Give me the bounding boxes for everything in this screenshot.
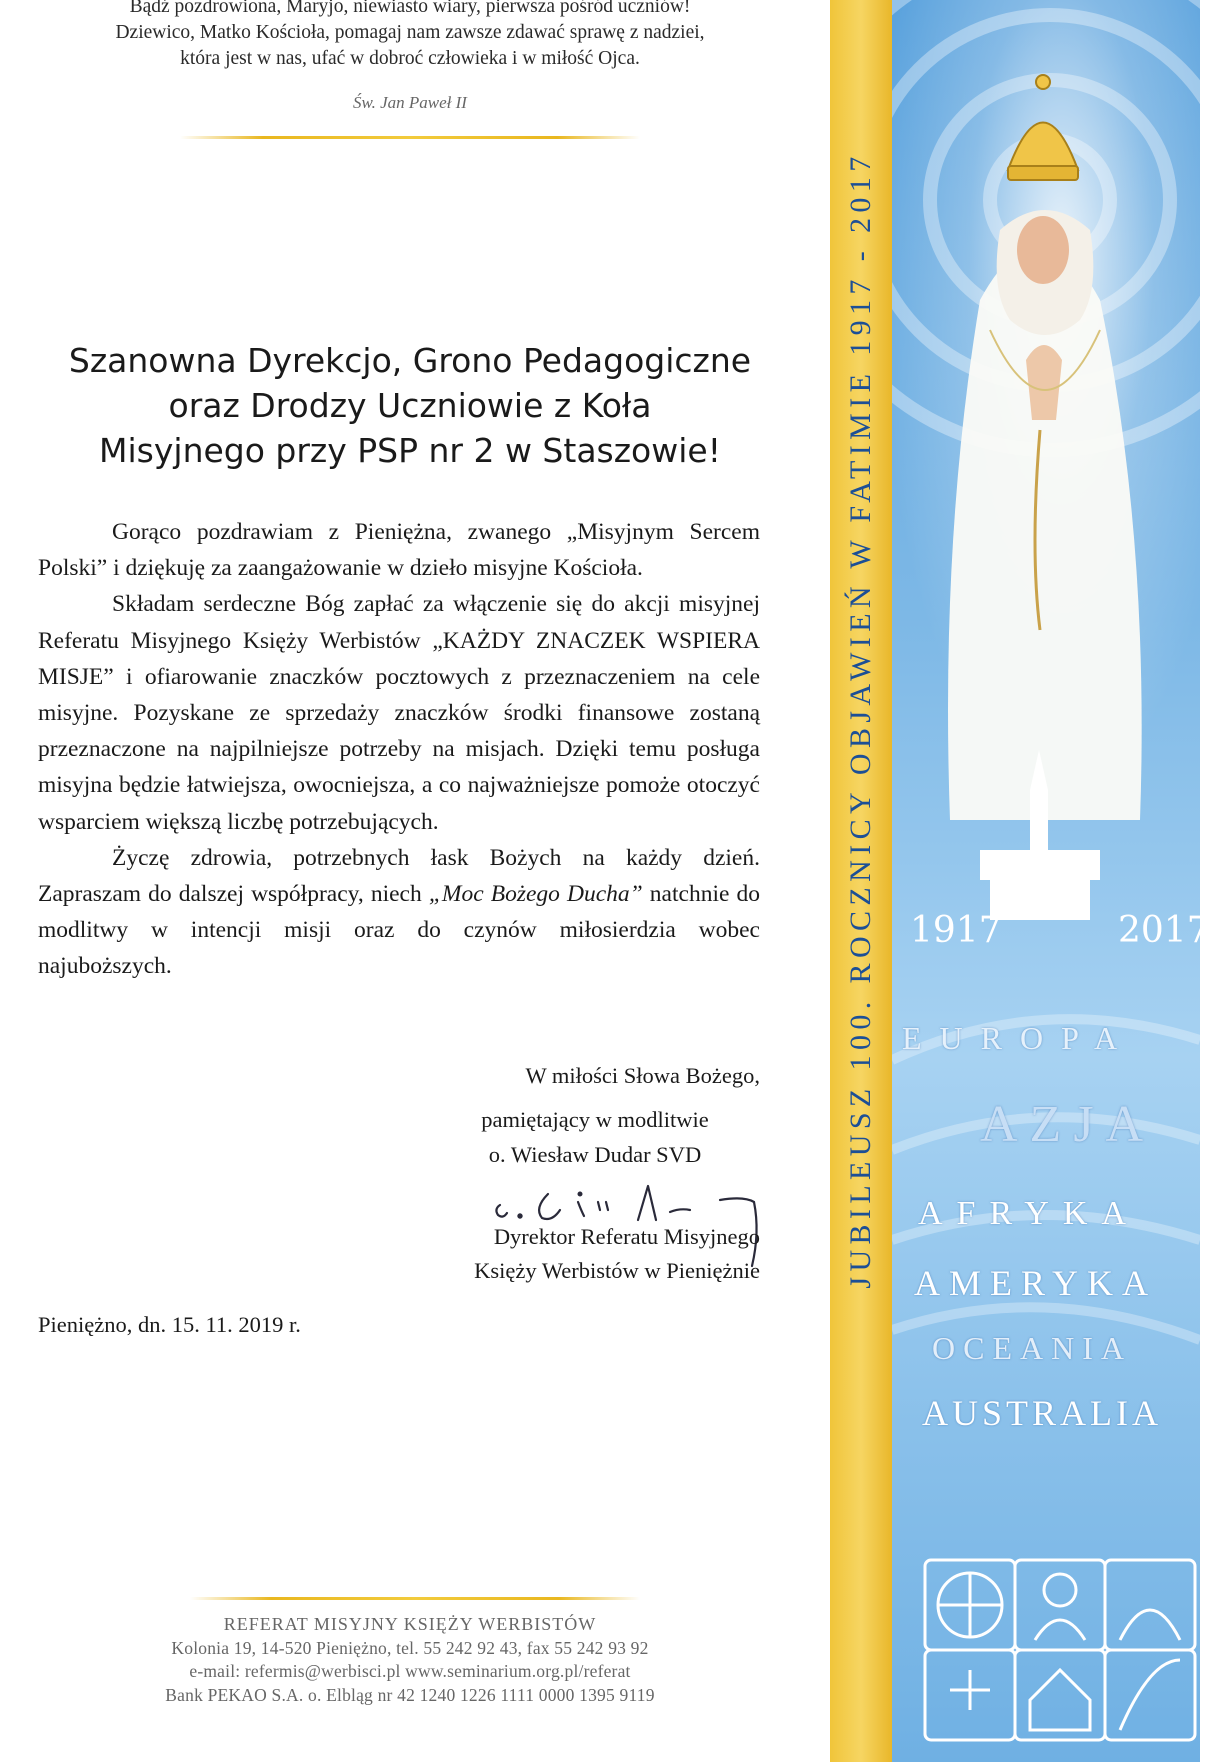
wishes-end: natchnie do modlitwy w intencji misji oraz do czynów miłosierdzia wobec najuboższych. — [38, 881, 760, 980]
gold-divider-bottom — [190, 1597, 640, 1600]
jubilee-sidebar — [830, 0, 1210, 1762]
paragraph-wishes — [38, 840, 760, 985]
signatory-title-line: Księży Werbistów w Pieniężnie — [474, 1258, 760, 1283]
wishes-quote: „Moc Bożego Ducha” — [428, 881, 643, 908]
wishes-start: Życzę zdrowia, potrzebnych łask Bożych na każdy dzień. Zapraszam do dalszej współpracy, niech — [38, 844, 760, 908]
signatory-title-line: Dyrektor Referatu Misyjnego — [493, 1224, 760, 1249]
year-start: 1917 — [910, 910, 1002, 951]
continent-oceania: OCEANIA — [932, 1330, 1132, 1366]
footer-address: Kolonia 19, 14-520 Pieniężno, tel. 55 242 92 43, fax 55 242 93 92 — [171, 1637, 649, 1658]
motto — [20, 0, 800, 72]
continent-azja: AZJA — [980, 1096, 1156, 1153]
letterhead-footer — [80, 1613, 740, 1707]
continent-ameryka: AMERYKA — [914, 1263, 1158, 1303]
year-end: 2017 — [1118, 910, 1210, 951]
paragraph-thanks: Gorąco pozdrawiam z Pieniężna, zwanego „Misyjnym Sercem Polski” i dziękuję za zaangażowanie w dzieło misyjne Kościoła. — [38, 519, 760, 582]
continent-afryka: AFRYKA — [918, 1195, 1140, 1232]
gold-divider-top — [180, 136, 640, 139]
signatory-title — [420, 1220, 760, 1288]
footer-organization: REFERAT MISYJNY KSIĘŻY WERBISTÓW — [223, 1614, 597, 1634]
greeting-line: oraz Drodzy Uczniowie z Koła — [168, 386, 652, 425]
motto-line: która jest w nas, ufać w dobroć człowieka i w miłość Ojca. — [180, 48, 640, 69]
greeting-line: Szanowna Dyrekcjo, Grono Pedagogiczne — [68, 341, 752, 380]
signatory-name: o. Wiesław Dudar SVD — [488, 1142, 702, 1167]
paragraph-action: Składam serdeczne Bóg zapłać za włączenie się do akcji misyjnej Referatu Misyjnego Księży Werbistów „KAŻDY ZNACZEK WSPIERA MISJE” i ofiarowanie znaczków pocztowych z przeznaczeniem na cele misyjne. Pozyskane ze sprzedaży znaczków środki finansowe zostaną przeznaczone na najpilniejsze potrzeby na misjach. Dzięki temu posługa misyjna będzie łatwiejsza, owocniejsza, a co najważniejsze pomoże otoczyć wsparciem większą liczbę potrzebujących. — [38, 591, 760, 835]
continent-australia: AUSTRALIA — [922, 1393, 1162, 1433]
letter-body — [38, 514, 760, 985]
continent-europa: EUROPA — [902, 1020, 1136, 1056]
greeting-heading — [40, 338, 780, 473]
jubilee-caption: JUBILEUSZ 100. ROCZNICY OBJAWIEŃ W FATIMIE 1917 - 2017 — [844, 151, 877, 1289]
closing-salutation: W miłości Słowa Bożego, — [525, 1063, 760, 1088]
motto-line: Bądź pozdrowiona, Maryjo, niewiasto wiary, pierwsza pośród uczniów! — [129, 0, 691, 17]
motto-author: Św. Jan Paweł II — [353, 93, 467, 112]
closing-block — [430, 1102, 760, 1172]
greeting-line: Misyjnego przy PSP nr 2 w Staszowie! — [99, 431, 721, 470]
closing-prayer: pamiętający w modlitwie — [481, 1107, 709, 1132]
dateline: Pieniężno, dn. 15. 11. 2019 r. — [38, 1312, 301, 1337]
footer-bank: Bank PEKAO S.A. o. Elbląg nr 42 1240 1226 1111 0000 1395 9119 — [165, 1684, 655, 1705]
motto-line: Dziewico, Matko Kościoła, pomagaj nam zawsze zdawać sprawę z nadziei, — [115, 22, 705, 43]
footer-contact: e-mail: refermis@werbisci.pl www.seminarium.org.pl/referat — [189, 1661, 631, 1681]
